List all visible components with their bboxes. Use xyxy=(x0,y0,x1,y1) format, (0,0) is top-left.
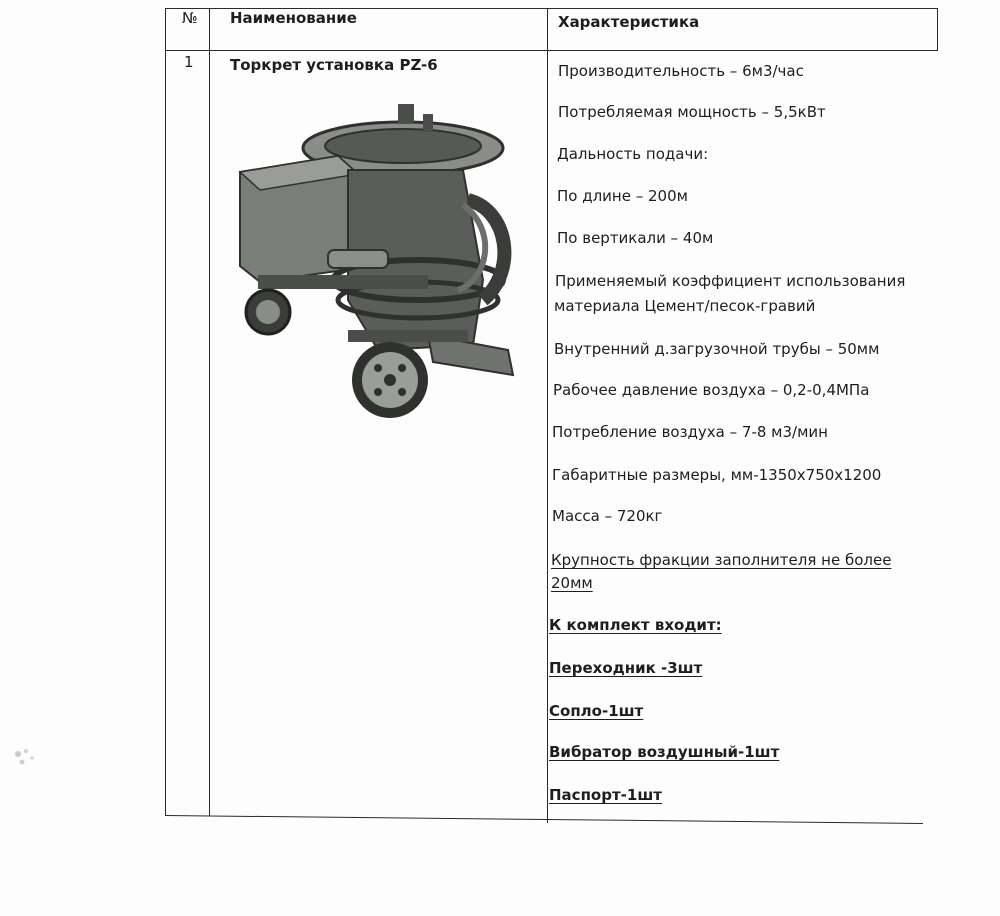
header-num: № xyxy=(182,9,198,27)
table-border-right xyxy=(937,8,938,50)
kit-title: К комплект входит: xyxy=(549,616,722,634)
spec-productivity: Производительность – 6м3/час xyxy=(558,62,804,80)
scan-smudge-icon xyxy=(8,742,42,772)
kit-item-nozzle: Сопло-1шт xyxy=(549,702,644,720)
col-divider-num xyxy=(209,8,210,816)
table-border-bottom xyxy=(165,815,923,824)
spec-range-vertical: По вертикали – 40м xyxy=(557,229,714,247)
spec-dimensions: Габаритные размеры, мм-1350х750х1200 xyxy=(552,466,882,484)
kit-item-passport: Паспорт-1шт xyxy=(549,786,662,804)
table-header-divider xyxy=(165,50,938,51)
spec-fraction-line2: 20мм xyxy=(551,574,593,592)
spec-range-title: Дальность подачи: xyxy=(557,145,709,163)
spec-fraction-line1: Крупность фракции заполнителя не более xyxy=(551,551,892,569)
spec-inner-diameter: Внутренний д.загрузочной трубы – 50мм xyxy=(554,340,880,358)
spec-air-pressure: Рабочее давление воздуха – 0,2-0,4МПа xyxy=(553,381,870,399)
spec-power: Потребляемая мощность – 5,5кВт xyxy=(558,103,826,121)
header-name: Наименование xyxy=(230,9,357,27)
spec-air-consumption: Потребление воздуха – 7-8 м3/мин xyxy=(552,423,828,441)
kit-item-vibrator: Вибратор воздушный-1шт xyxy=(549,743,780,761)
row-name: Торкрет установка PZ-6 xyxy=(230,56,438,74)
spec-coefficient-line2: материала Цемент/песок-гравий xyxy=(554,297,816,315)
header-spec: Характеристика xyxy=(558,13,700,31)
spec-range-length: По длине – 200м xyxy=(557,187,688,205)
row-num: 1 xyxy=(184,53,194,71)
kit-item-adapter: Переходник -3шт xyxy=(549,659,703,677)
shotcrete-machine-icon xyxy=(228,100,550,420)
spec-mass: Масса – 720кг xyxy=(552,507,663,525)
table-border-left xyxy=(165,8,166,816)
spec-coefficient-line1: Применяемый коэффициент использования xyxy=(555,272,906,290)
